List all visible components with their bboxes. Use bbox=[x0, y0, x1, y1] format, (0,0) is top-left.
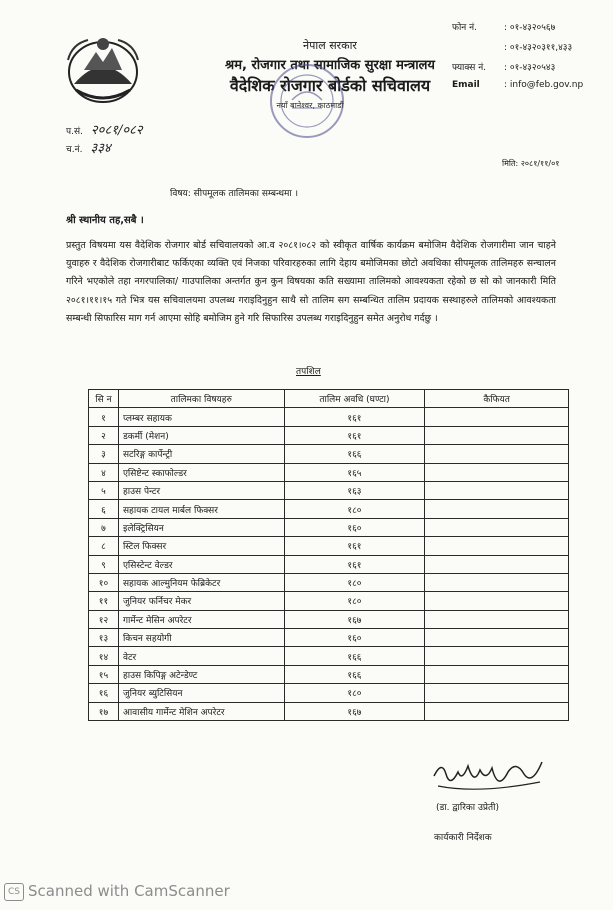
contact-phone-2 bbox=[452, 40, 572, 53]
cell-serial: १७ bbox=[89, 702, 119, 720]
header-duration: तालिम अवधि (घण्टा) bbox=[284, 390, 425, 408]
table-row bbox=[89, 426, 569, 444]
table-row bbox=[89, 702, 569, 720]
training-table bbox=[88, 389, 569, 721]
cell-remarks bbox=[425, 518, 569, 536]
cell-subject: किचन सहयोगी bbox=[118, 629, 284, 647]
cell-serial: ८ bbox=[89, 537, 119, 555]
contact-email bbox=[452, 80, 583, 90]
contact-value: : ०१-४३२०५४३ bbox=[504, 63, 556, 73]
cell-serial: १३ bbox=[89, 629, 119, 647]
cell-remarks bbox=[425, 665, 569, 683]
office-address: नयाँ बानेश्वर, काठमाडौं bbox=[276, 101, 344, 110]
table-row bbox=[89, 573, 569, 591]
signatory-name: (डा. द्वारिका उप्रेती) bbox=[436, 803, 500, 813]
cell-duration: १६७ bbox=[284, 702, 425, 720]
dispatch-number bbox=[66, 138, 111, 156]
table-row bbox=[89, 665, 569, 683]
cell-serial: १ bbox=[89, 408, 119, 426]
cell-duration: १८० bbox=[284, 500, 425, 518]
watermark-text: Scanned with CamScanner bbox=[28, 882, 230, 900]
header-subject: तालिमका विषयहरु bbox=[118, 390, 284, 408]
cell-remarks bbox=[425, 463, 569, 481]
cell-duration: १६३ bbox=[284, 481, 425, 499]
camscanner-watermark bbox=[4, 882, 230, 901]
cell-duration: १६१ bbox=[284, 555, 425, 573]
ministry-name: श्रम, रोजगार तथा सामाजिक सुरक्षा मन्त्रालय bbox=[225, 58, 435, 73]
cell-remarks bbox=[425, 702, 569, 720]
cn-label: च.नं. bbox=[66, 145, 83, 155]
ps-value-handwritten: २०८१/०८२ bbox=[90, 123, 143, 138]
contact-phone-1 bbox=[452, 20, 555, 33]
contact-fax bbox=[452, 60, 555, 73]
cell-subject: आवासीय गार्मेन्ट मेशिन अपरेटर bbox=[118, 702, 284, 720]
table-row bbox=[89, 537, 569, 555]
cell-duration: १८० bbox=[284, 684, 425, 702]
cell-serial: ६ bbox=[89, 500, 119, 518]
cell-serial: ३ bbox=[89, 445, 119, 463]
cell-duration: १६० bbox=[284, 629, 425, 647]
cell-subject: वेटर bbox=[118, 647, 284, 665]
letter-body: प्रस्तुत विषयमा यस वैदेशिक रोजगार बोर्ड सचिवालयको आ.व २०८१।०८२ को स्वीकृत वार्षिक कार्यक्रम बमोजिम वैदेशिक रोजगारीमा जान चाहने युवाहरु र वैदेशिक रोजगारीबाट फर्किएका व्यक्ति एवं निजका परिवारहरुका लागि देहाय बमोजिमका छोटो अवधिका सीपमूलक तालिमहरु सन्चालन गरिने भएकोले तहा नगरपालिका/ गाउपालिका अन्तर्गत कुन कुन विषयका कति सख्यामा तालिमको आवश्यकता रहेको छ सो को जानकारी मिति २०८१।११।१५ गते भित्र यस सचिवालयमा उपलब्ध गराइदिनुहुन साथै सो तालिम सग सम्बन्धित तालिम प्रदायक सस्थाहरुले तालिमको आवश्यकता सम्बन्धी सिफारिस माग गर्न आएमा सोहि बमोजिम हुने गरि सिफारिस उपलब्ध गराइदिनुहुन समेत अनुरोध गर्दछु । bbox=[66, 240, 556, 324]
cell-remarks bbox=[425, 592, 569, 610]
cell-serial: ९ bbox=[89, 555, 119, 573]
table-row bbox=[89, 518, 569, 536]
cell-duration: १६१ bbox=[284, 537, 425, 555]
cell-subject: जुनियर फर्निचर मेकर bbox=[118, 592, 284, 610]
contact-value: : info@feb.gov.np bbox=[504, 80, 584, 90]
table-row bbox=[89, 629, 569, 647]
ps-label: प.सं. bbox=[66, 127, 83, 137]
signatory-title: कार्यकारी निर्देशक bbox=[434, 833, 492, 843]
cell-remarks bbox=[425, 610, 569, 628]
letter-date: मिति: २०८१/११/०१ bbox=[502, 159, 560, 168]
cell-subject: स्टिल फिक्सर bbox=[118, 537, 284, 555]
cell-serial: ४ bbox=[89, 463, 119, 481]
contact-label: फ्याक्स नं. bbox=[452, 63, 487, 73]
cell-remarks bbox=[425, 426, 569, 444]
cell-duration: १८० bbox=[284, 573, 425, 591]
contact-label: फोन नं. bbox=[452, 23, 477, 33]
contact-value: : ०१-४३२०५६७ bbox=[504, 23, 556, 33]
cell-duration: १६० bbox=[284, 518, 425, 536]
table-row bbox=[89, 481, 569, 499]
cell-remarks bbox=[425, 481, 569, 499]
cell-subject: एसिस्टेन्ट वेल्डर bbox=[118, 555, 284, 573]
table-row bbox=[89, 647, 569, 665]
table-row bbox=[89, 500, 569, 518]
cell-serial: १२ bbox=[89, 610, 119, 628]
cell-subject: एसिष्टेन्ट स्काफोल्डर bbox=[118, 463, 284, 481]
cell-subject: प्लम्बर सहायक bbox=[118, 408, 284, 426]
nepal-government-emblem-icon bbox=[62, 30, 144, 108]
table-header-row bbox=[89, 390, 569, 408]
table-row bbox=[89, 408, 569, 426]
annex-title: तपशिल bbox=[296, 367, 321, 377]
cell-serial: १४ bbox=[89, 647, 119, 665]
cell-duration: १६६ bbox=[284, 445, 425, 463]
cn-value-handwritten: ३३४ bbox=[90, 141, 111, 156]
cell-duration: १६१ bbox=[284, 426, 425, 444]
cell-remarks bbox=[425, 684, 569, 702]
letter-reference-number bbox=[66, 120, 143, 138]
table-row bbox=[89, 445, 569, 463]
header-serial: सि न bbox=[89, 390, 119, 408]
cell-duration: १६५ bbox=[284, 463, 425, 481]
cell-serial: २ bbox=[89, 426, 119, 444]
cell-subject: हाउस किपिङ्ग अटेन्डेण्ट bbox=[118, 665, 284, 683]
cell-serial: ११ bbox=[89, 592, 119, 610]
government-name: नेपाल सरकार bbox=[303, 39, 357, 52]
cell-serial: १० bbox=[89, 573, 119, 591]
cell-duration: १८० bbox=[284, 592, 425, 610]
header-remarks: कैफियत bbox=[425, 390, 569, 408]
cell-subject: सटरिङ्ग कार्पेन्ट्री bbox=[118, 445, 284, 463]
table-row bbox=[89, 555, 569, 573]
cell-remarks bbox=[425, 537, 569, 555]
cell-remarks bbox=[425, 629, 569, 647]
camscanner-logo-icon: CS bbox=[4, 883, 24, 901]
table-row bbox=[89, 610, 569, 628]
cell-subject: जुनियर ब्युटिसियन bbox=[118, 684, 284, 702]
cell-remarks bbox=[425, 647, 569, 665]
contact-value: : ०१-४३२०३११,४३३ bbox=[504, 43, 573, 53]
cell-duration: १६१ bbox=[284, 408, 425, 426]
table-row bbox=[89, 592, 569, 610]
cell-remarks bbox=[425, 555, 569, 573]
table-row bbox=[89, 463, 569, 481]
office-name: वैदेशिक रोजगार बोर्डको सचिवालय bbox=[229, 76, 431, 95]
cell-subject: डकर्मी (मेशन) bbox=[118, 426, 284, 444]
contact-label: Email bbox=[452, 80, 480, 90]
cell-remarks bbox=[425, 500, 569, 518]
cell-duration: १६७ bbox=[284, 610, 425, 628]
letter-addressee: श्री स्थानीय तह,सबै । bbox=[66, 215, 144, 226]
cell-remarks bbox=[425, 445, 569, 463]
cell-serial: ५ bbox=[89, 481, 119, 499]
cell-subject: सहायक आल्मुनियम फेब्रिकेटर bbox=[118, 573, 284, 591]
cell-serial: १६ bbox=[89, 684, 119, 702]
cell-subject: हाउस पेन्टर bbox=[118, 481, 284, 499]
cell-duration: १६६ bbox=[284, 647, 425, 665]
cell-remarks bbox=[425, 408, 569, 426]
cell-serial: ७ bbox=[89, 518, 119, 536]
table-row bbox=[89, 684, 569, 702]
handwritten-signature-icon bbox=[428, 752, 548, 802]
letter-subject: विषय: सीपमूलक तालिमका सम्बन्धमा । bbox=[170, 189, 298, 199]
cell-subject: गार्मेन्ट मेसिन अपरेटर bbox=[118, 610, 284, 628]
cell-remarks bbox=[425, 573, 569, 591]
cell-subject: इलेक्ट्रिसियन bbox=[118, 518, 284, 536]
cell-duration: १६६ bbox=[284, 665, 425, 683]
cell-serial: १५ bbox=[89, 665, 119, 683]
cell-subject: सहायक टायल मार्बल फिक्सर bbox=[118, 500, 284, 518]
